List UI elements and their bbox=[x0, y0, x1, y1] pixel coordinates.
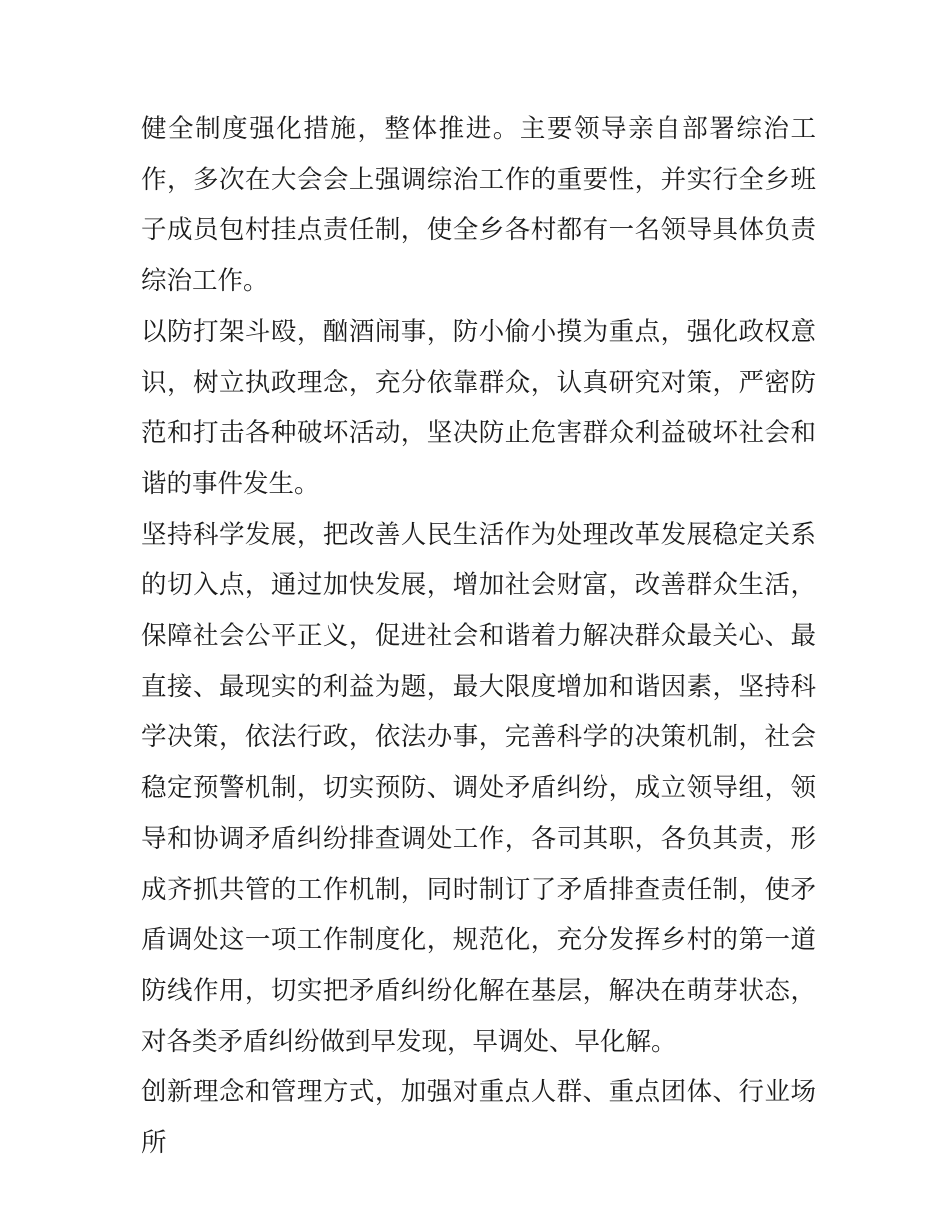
paragraph-4: 创新理念和管理方式，加强对重点人群、重点团体、行业场所 bbox=[141, 1077, 816, 1159]
document-body bbox=[141, 104, 816, 1169]
paragraph-2: 以防打架斗殴，酗酒闹事，防小偷小摸为重点，强化政权意识，树立执政理念，充分依靠群众，认真研究对策，严密防范和打击各种破坏活动，坚决防止危害群众利益破坏社会和谐的事件发生。 bbox=[141, 316, 816, 499]
paragraph-1: 健全制度强化措施，整体推进。主要领导亲自部署综治工作，多次在大会会上强调综治工作的重要性，并实行全乡班子成员包村挂点责任制，使全乡各村都有一名领导具体负责综治工作。 bbox=[141, 114, 816, 297]
paragraph-3: 坚持科学发展，把改善人民生活作为处理改革发展稳定关系的切入点，通过加快发展，增加社会财富，改善群众生活，保障社会公平正义，促进社会和谐着力解决群众最关心、最直接、最现实的利益为题，最大限度增加和谐因素，坚持科学决策，依法行政，依法办事，完善科学的决策机制，社会稳定预警机制，切实预防、调处矛盾纠纷，成立领导组，领导和协调矛盾纠纷排查调处工作，各司其职，各负其责，形成齐抓共管的工作机制，同时制订了矛盾排查责任制，使矛盾调处这一项工作制度化，规范化，充分发挥乡村的第一道防线作用，切实把矛盾纠纷化解在基层，解决在萌芽状态，对各类矛盾纠纷做到早发现，早调处、早化解。 bbox=[141, 519, 816, 1057]
